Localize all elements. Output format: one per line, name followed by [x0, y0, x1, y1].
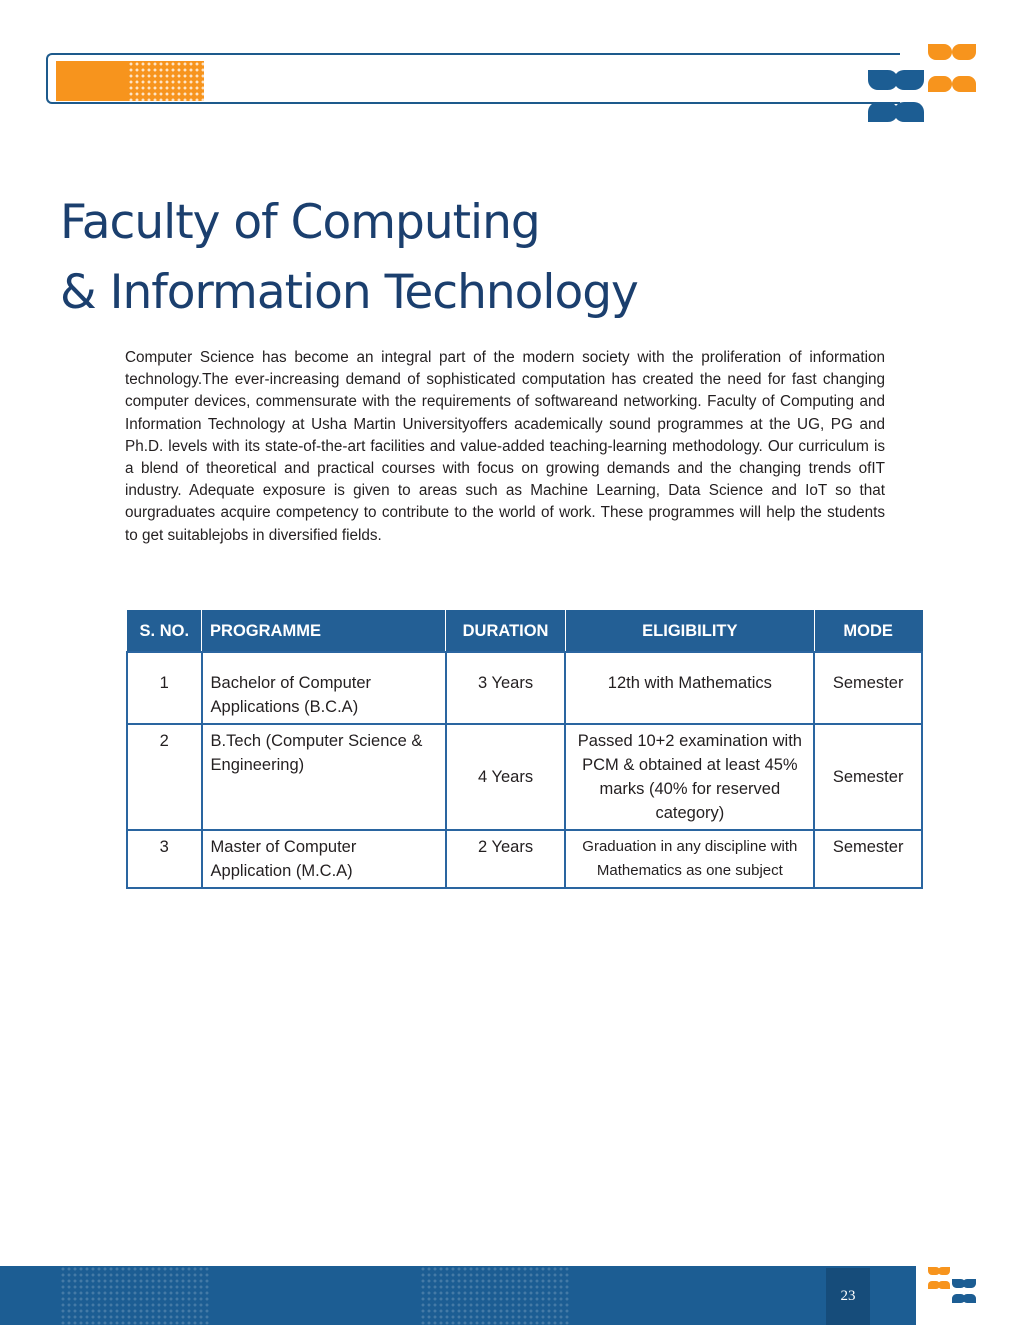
header-band [46, 53, 900, 104]
row-mode: Semester [814, 724, 922, 830]
intro-paragraph: Computer Science has become an integral part of the modern society with the proliferation of information technology.The ever-increasing demand of sophisticated computation has created the need for fast changing computer devices, commensurate with the requirements of softwareand networking. Faculty of Computing and Information Technology at Usha Martin Universityoffers academically sound programmes at the UG, PG and Ph.D. levels with its state-of-the-art facilities and value-added teaching-learning methodology. Our curriculum is a blend of theoretical and practical courses with focus on growing demands and the changing trends ofIT industry. Adequate exposure is given to areas such as Machine Learning, Data Science and IoT so that ourgraduates acquire competency to contribute to the world of work. These programmes will help the students to get suitablejobs in diversified fields. [125, 349, 885, 544]
row-eligibility: Passed 10+2 examination with PCM & obtained at least 45% marks (40% for reserved category) [565, 724, 814, 830]
header-mode: MODE [814, 611, 922, 653]
row-programme: Master of Computer Application (M.C.A) [202, 830, 446, 888]
row-mode: Semester [814, 652, 922, 724]
page-number: 23 [840, 1288, 856, 1304]
header-dot-pattern [128, 61, 212, 101]
page-title-line-2: & Information Technology [60, 265, 638, 320]
row-programme: Bachelor of Computer Applications (B.C.A) [202, 652, 446, 724]
footer-dot-pattern [420, 1266, 570, 1325]
flower-logo-icon [866, 42, 978, 124]
row-sno: 3 [127, 830, 202, 888]
header-duration: DURATION [446, 611, 566, 653]
table-row [127, 724, 922, 830]
row-programme: B.Tech (Computer Science & Engineering) [202, 724, 446, 830]
row-eligibility: 12th with Mathematics [565, 652, 814, 724]
table-row [127, 652, 922, 724]
programme-table [126, 610, 923, 889]
footer-dot-pattern [60, 1266, 210, 1325]
header-orange-strip [56, 61, 204, 101]
page-title [60, 188, 860, 328]
footer-band [0, 1266, 916, 1325]
flower-logo-icon [926, 1265, 978, 1305]
row-mode: Semester [814, 830, 922, 888]
table-header-row [127, 611, 922, 653]
row-sno: 2 [127, 724, 202, 830]
row-eligibility: Graduation in any discipline with Mathematics as one subject [565, 830, 814, 888]
page-title-line-1: Faculty of Computing [60, 195, 540, 250]
row-duration: 4 Years [446, 724, 566, 830]
header-eligibility: ELIGIBILITY [565, 611, 814, 653]
row-duration: 3 Years [446, 652, 566, 724]
header-programme: PROGRAMME [202, 611, 446, 653]
row-duration: 2 Years [446, 830, 566, 888]
row-sno: 1 [127, 652, 202, 724]
table-row [127, 830, 922, 888]
header-sno: S. NO. [127, 611, 202, 653]
